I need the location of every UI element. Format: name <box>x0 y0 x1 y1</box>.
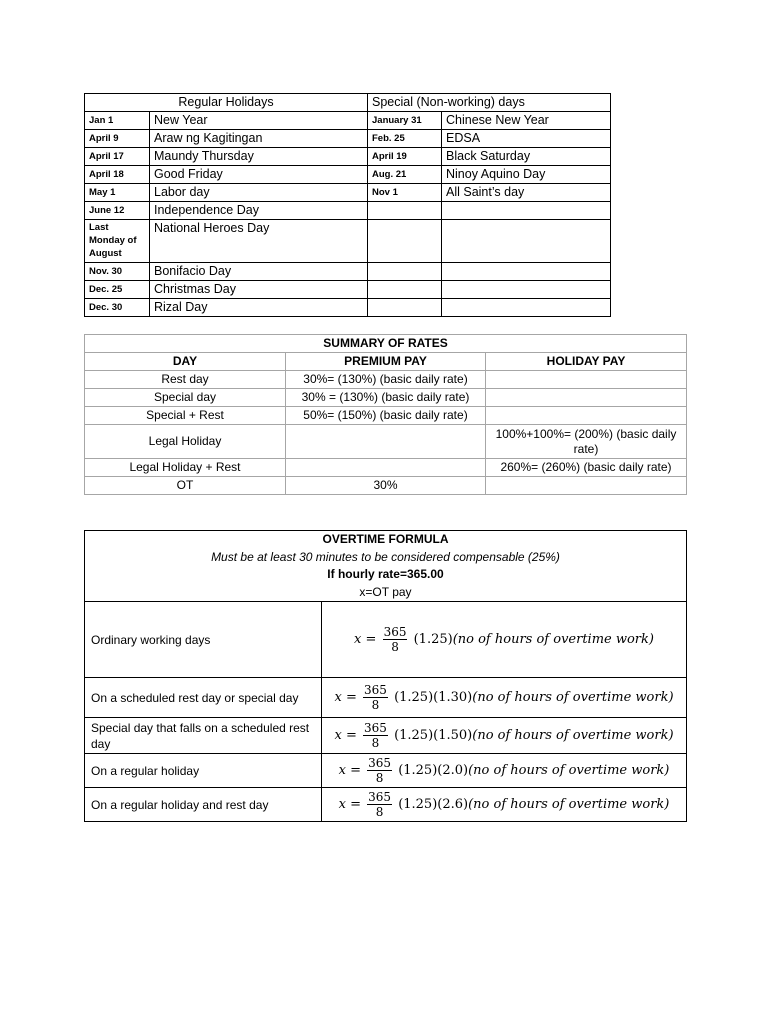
fraction-denominator: 8 <box>371 736 380 750</box>
special-date <box>368 281 442 299</box>
holiday-cell <box>486 477 687 495</box>
column-header-holiday-pay: HOLIDAY PAY <box>486 353 687 371</box>
summary-of-rates-table <box>84 334 687 495</box>
formula-factors: (1.25)(2.0) <box>398 763 469 778</box>
formula-hours-term: (no of hours of overtime work) <box>452 632 654 647</box>
overtime-case-label: On a regular holiday <box>85 754 322 788</box>
table-row <box>85 459 687 477</box>
regular-name: Maundy Thursday <box>150 148 368 166</box>
regular-name: Christmas Day <box>150 281 368 299</box>
formula-hours-term: (no of hours of overtime work) <box>472 728 674 743</box>
regular-name: Araw ng Kagitingan <box>150 130 368 148</box>
table-row <box>85 263 611 281</box>
regular-name: New Year <box>150 112 368 130</box>
special-name: Chinese New Year <box>442 112 611 130</box>
table-row <box>85 112 611 130</box>
formula-hours-term: (no of hours of overtime work) <box>472 690 674 705</box>
special-name <box>442 263 611 281</box>
day-cell: Rest day <box>85 371 286 389</box>
regular-name: Good Friday <box>150 166 368 184</box>
table-row <box>85 407 687 425</box>
fraction-numerator: 365 <box>364 683 387 697</box>
special-date: Feb. 25 <box>368 130 442 148</box>
overtime-note: Must be at least 30 minutes to be considered compensable (25%) <box>211 549 560 564</box>
fraction-denominator: 8 <box>375 771 384 785</box>
special-date: Aug. 21 <box>368 166 442 184</box>
regular-date: April 9 <box>85 130 150 148</box>
special-name <box>442 202 611 220</box>
table-row <box>85 477 687 495</box>
premium-cell <box>286 425 486 459</box>
special-name: EDSA <box>442 130 611 148</box>
column-header-premium-pay: PREMIUM PAY <box>286 353 486 371</box>
overtime-header <box>85 531 687 602</box>
regular-date: April 17 <box>85 148 150 166</box>
formula-equals: = <box>365 632 377 647</box>
regular-name: Bonifacio Day <box>150 263 368 281</box>
table-row <box>85 371 687 389</box>
formula-equals: = <box>350 797 361 812</box>
summary-title-row <box>85 335 687 353</box>
regular-date: Dec. 30 <box>85 299 150 317</box>
regular-date: Dec. 25 <box>85 281 150 299</box>
summary-title: SUMMARY OF RATES <box>85 335 687 353</box>
table-row <box>85 202 611 220</box>
premium-cell: 30%= (130%) (basic daily rate) <box>286 371 486 389</box>
regular-name: Independence Day <box>150 202 368 220</box>
regular-date: April 18 <box>85 166 150 184</box>
formula-variable: x <box>338 763 346 778</box>
formula-fraction <box>363 721 388 750</box>
formula-factors: (1.25) <box>413 632 453 647</box>
formula-fraction <box>383 625 408 654</box>
formula-equals: = <box>345 690 357 705</box>
variable-definition: x=OT pay <box>359 584 412 599</box>
regular-name: Rizal Day <box>150 299 368 317</box>
special-name: Ninoy Aquino Day <box>442 166 611 184</box>
table-row <box>85 602 687 678</box>
overtime-formula <box>322 678 687 718</box>
table-row <box>85 754 687 788</box>
fraction-numerator: 365 <box>368 756 392 770</box>
regular-name: Labor day <box>150 184 368 202</box>
table-row <box>85 788 687 822</box>
table-row <box>85 425 687 459</box>
formula-hours-term: (no of hours of overtime work) <box>468 797 670 812</box>
formula-fraction <box>367 790 392 819</box>
overtime-formula-table <box>84 530 687 822</box>
table-row <box>85 281 611 299</box>
table-row <box>85 148 611 166</box>
special-date <box>368 220 442 263</box>
special-name: All Saint’s day <box>442 184 611 202</box>
overtime-case-label: On a scheduled rest day or special day <box>85 678 322 718</box>
holiday-cell: 100%+100%= (200%) (basic daily rate) <box>486 425 687 459</box>
premium-cell <box>286 459 486 477</box>
special-date <box>368 263 442 281</box>
premium-cell: 50%= (150%) (basic daily rate) <box>286 407 486 425</box>
special-date <box>368 299 442 317</box>
overtime-formula <box>322 788 687 822</box>
special-name <box>442 299 611 317</box>
special-date: Nov 1 <box>368 184 442 202</box>
day-cell: Special + Rest <box>85 407 286 425</box>
table-row <box>85 220 611 263</box>
fraction-numerator: 365 <box>364 721 387 735</box>
day-cell: OT <box>85 477 286 495</box>
hourly-rate-text: If hourly rate=365.00 <box>327 567 444 581</box>
formula-equals: = <box>350 763 361 778</box>
table-row <box>85 184 611 202</box>
regular-holidays-header: Regular Holidays <box>85 94 368 112</box>
holiday-cell <box>486 389 687 407</box>
table-row <box>85 389 687 407</box>
special-date <box>368 202 442 220</box>
column-header-day: DAY <box>85 353 286 371</box>
day-cell: Legal Holiday <box>85 425 286 459</box>
fraction-numerator: 365 <box>368 790 392 804</box>
formula-variable: x <box>338 797 346 812</box>
regular-date: Nov. 30 <box>85 263 150 281</box>
overtime-formula <box>322 754 687 788</box>
overtime-formula <box>322 602 687 678</box>
table-row <box>85 299 611 317</box>
formula-factors: (1.25)(1.50) <box>394 728 473 743</box>
overtime-case-label: Special day that falls on a scheduled rest day <box>85 718 322 754</box>
formula-equals: = <box>345 728 357 743</box>
regular-date: June 12 <box>85 202 150 220</box>
holiday-cell <box>486 407 687 425</box>
table-row <box>85 678 687 718</box>
holidays-table <box>84 93 611 317</box>
holidays-header-row <box>85 94 611 112</box>
summary-header-row <box>85 353 687 371</box>
special-date: April 19 <box>368 148 442 166</box>
special-days-header: Special (Non-working) days <box>368 94 611 112</box>
special-name <box>442 281 611 299</box>
regular-date: May 1 <box>85 184 150 202</box>
table-row <box>85 130 611 148</box>
overtime-header-row <box>85 531 687 602</box>
formula-factors: (1.25)(2.6) <box>398 797 469 812</box>
formula-fraction <box>363 683 388 712</box>
fraction-denominator: 8 <box>371 698 380 712</box>
regular-date: Jan 1 <box>85 112 150 130</box>
day-cell: Special day <box>85 389 286 407</box>
fraction-numerator: 365 <box>383 625 407 639</box>
formula-variable: x <box>334 690 342 705</box>
holiday-cell: 260%= (260%) (basic daily rate) <box>486 459 687 477</box>
overtime-case-label: On a regular holiday and rest day <box>85 788 322 822</box>
table-row <box>85 166 611 184</box>
special-name: Black Saturday <box>442 148 611 166</box>
table-row <box>85 718 687 754</box>
regular-name: National Heroes Day <box>150 220 368 263</box>
special-date: January 31 <box>368 112 442 130</box>
regular-date: Last Monday of August <box>85 220 150 263</box>
fraction-denominator: 8 <box>391 640 399 654</box>
overtime-case-label: Ordinary working days <box>85 602 322 678</box>
formula-fraction <box>367 756 392 785</box>
formula-variable: x <box>354 632 362 647</box>
formula-variable: x <box>334 728 342 743</box>
day-cell: Legal Holiday + Rest <box>85 459 286 477</box>
premium-cell: 30% = (130%) (basic daily rate) <box>286 389 486 407</box>
overtime-formula <box>322 718 687 754</box>
special-name <box>442 220 611 263</box>
premium-cell: 30% <box>286 477 486 495</box>
fraction-denominator: 8 <box>375 805 384 819</box>
overtime-title: OVERTIME FORMULA <box>322 532 449 546</box>
formula-factors: (1.25)(1.30) <box>394 690 473 705</box>
formula-hours-term: (no of hours of overtime work) <box>468 763 670 778</box>
holiday-cell <box>486 371 687 389</box>
